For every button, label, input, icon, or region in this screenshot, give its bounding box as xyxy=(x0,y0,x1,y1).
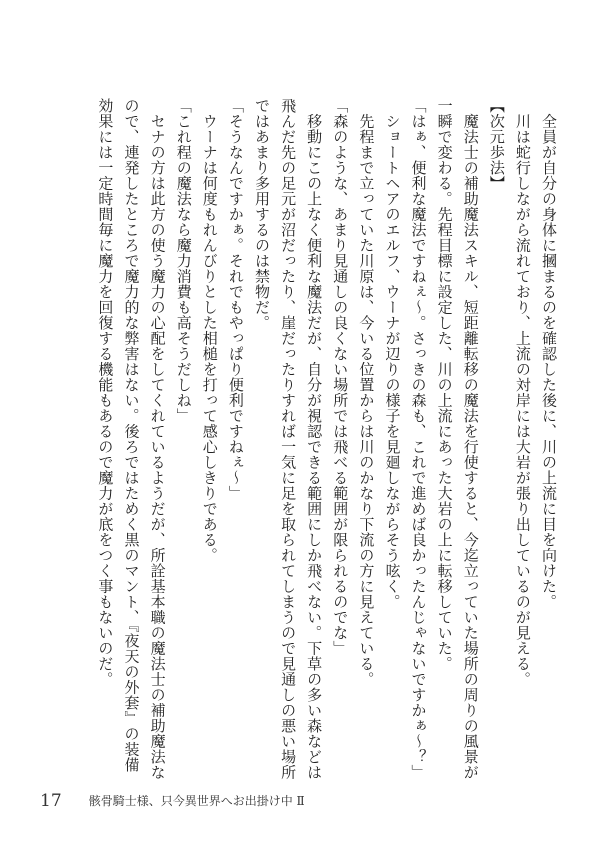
dialogue-line: 「そうなんですかぁ。それでもやっぱり便利ですねぇ〜」 xyxy=(226,98,245,501)
dialogue-line: 「森のような、あまり見通しの良くない場所では飛べる範囲が限られるのでな」 xyxy=(331,98,350,656)
page-footer xyxy=(40,790,305,810)
text-line: 全員が自分の身体に摑まるのを確認した後に、川の上流に目を向けた。 xyxy=(540,98,558,610)
text-line: 先程まで立っていた川原は、今いる位置からは川のかなり下流の方に見えている。 xyxy=(357,98,376,687)
text-line: ので、連発したところで魔力的な弊害はない。後ろではためく黒のマント、『夜天の外套』の装備 xyxy=(122,98,141,773)
text-line: 飛んだ先の足元が沼だったり、崖だったりすれば一気に足を取られてしまうので見通しの悪い場所 xyxy=(279,98,298,780)
text-line: ショートヘアのエルフ、ウーナが辺りの様子を見廻しながらそう呟く。 xyxy=(383,98,402,610)
text-line: 効果には一定時間毎に魔力を回復する機能もあるので魔力が底をつく事もないのだ。 xyxy=(96,98,115,687)
vertical-text-block xyxy=(92,98,562,780)
text-line: 魔法士の補助魔法スキル、短距離転移の魔法を行使すると、今迄立っていた場所の周りの風景が xyxy=(461,98,480,780)
dialogue-line: 「これ程の魔法なら魔力消費も高そうだしね」 xyxy=(174,98,193,424)
page-number: 17 xyxy=(40,790,62,811)
text-line: ではあまり多用するのは禁物だ。 xyxy=(252,98,271,331)
text-line: 川は蛇行しながら流れており、上流の対岸には大岩が張り出しているのが見える。 xyxy=(513,98,532,687)
spell-name-line: 【次元歩法】 xyxy=(487,98,506,191)
text-line: 一瞬で変わる。先程目標に設定した、川の上流にあった大岩の上に転移していた。 xyxy=(435,98,454,672)
text-line: 移動にこの上なく便利な魔法だが、自分が視認できる範囲にしか飛べない。下草の多い森などは xyxy=(305,98,324,780)
text-line: セナの方は此方の使う魔力の心配をしてくれているようだが、所詮基本職の魔法士の補助魔法な xyxy=(148,98,167,780)
book-title: 骸骨騎士様、只今異世界へお出掛け中 Ⅱ xyxy=(88,794,305,808)
dialogue-line: 「はぁ、便利な魔法ですねぇ〜。さっきの森も、これで進めば良かったんじゃないですかぁ〜？」 xyxy=(409,98,428,780)
text-line: ウーナは何度もれんびりとした相槌を打って感心しきりである。 xyxy=(200,98,219,563)
